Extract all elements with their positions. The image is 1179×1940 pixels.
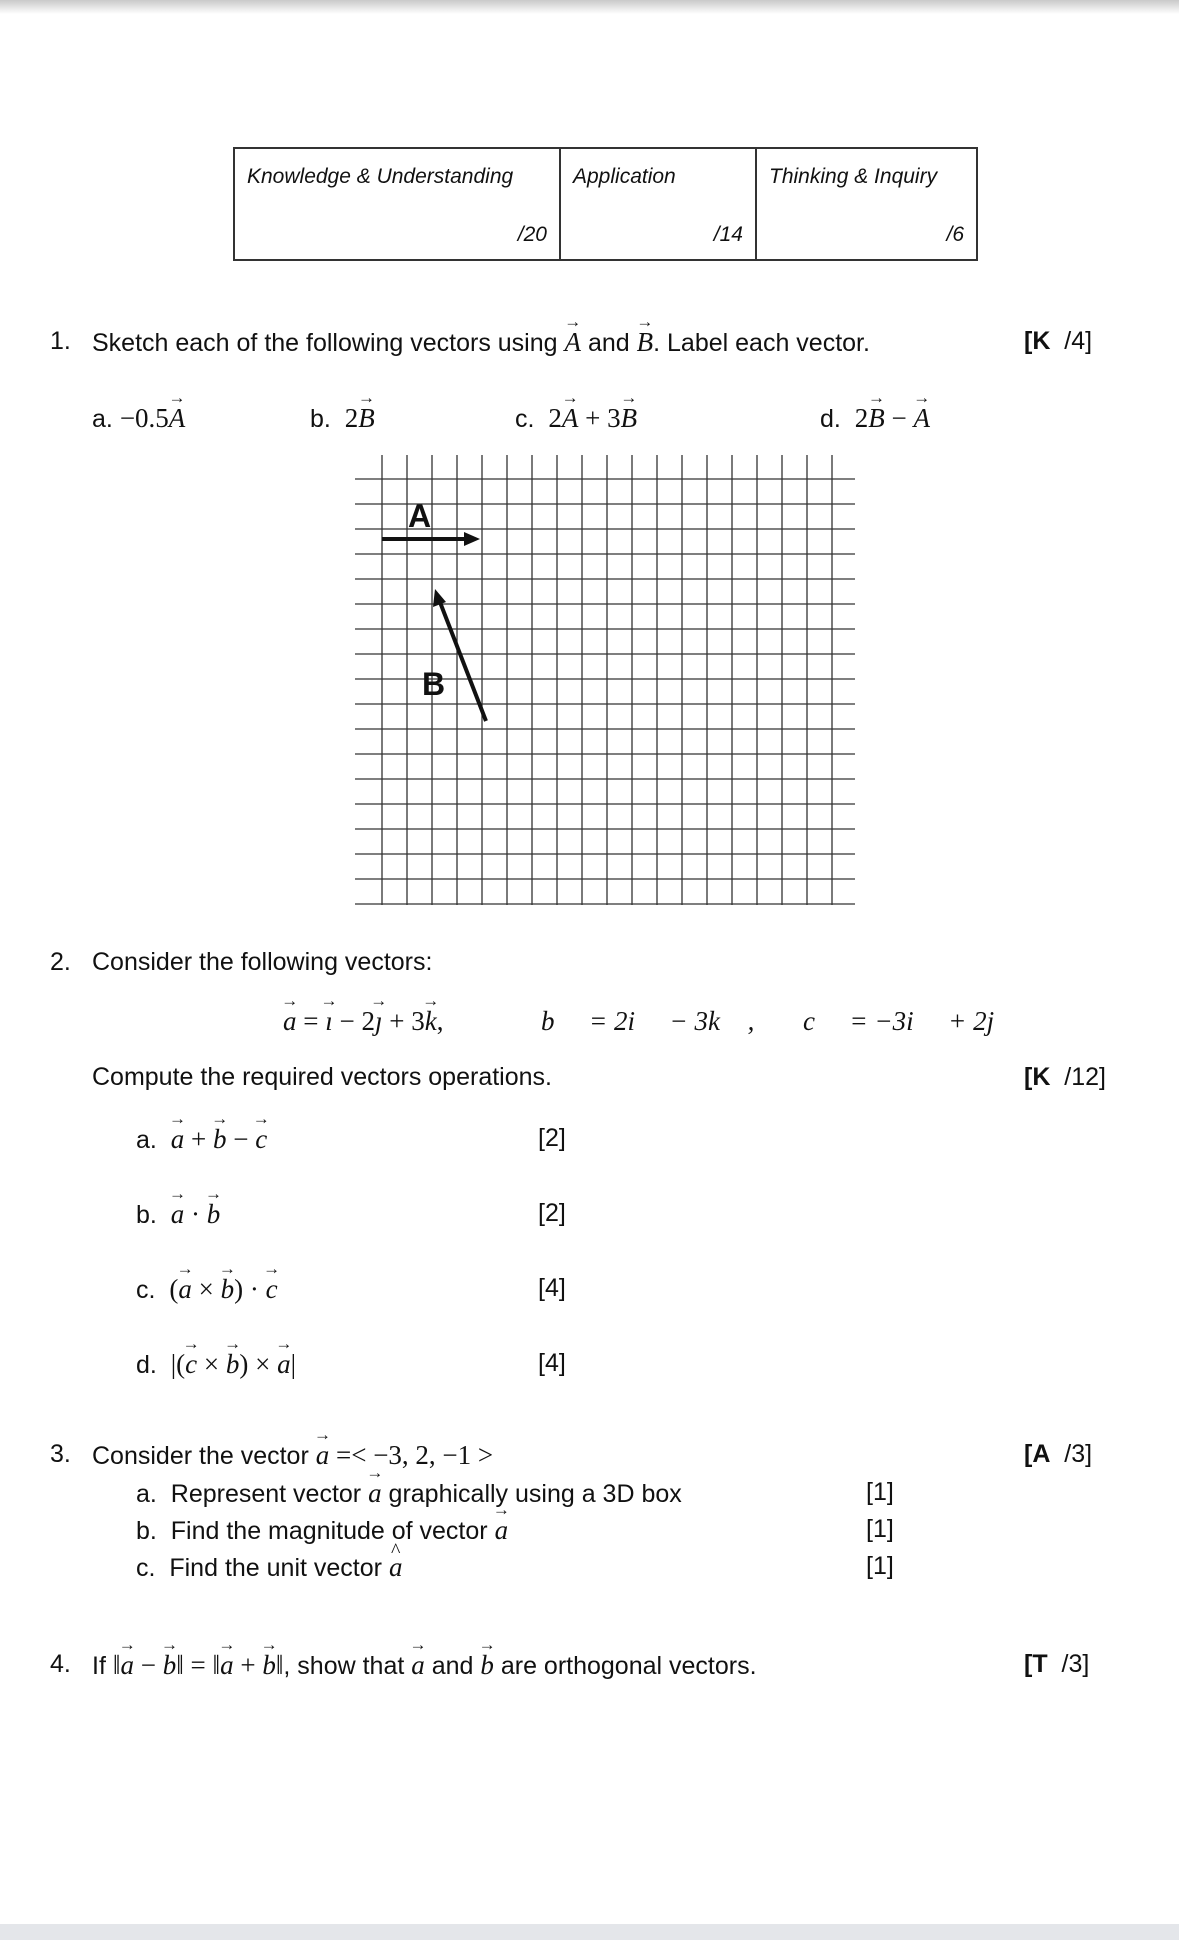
part-label: b. xyxy=(136,1517,157,1545)
comma: , xyxy=(436,1006,444,1036)
coef: 2 xyxy=(854,403,869,433)
q1-part-b xyxy=(310,403,375,434)
part-label: a. xyxy=(92,405,113,433)
part-text-post: graphically using a 3D box xyxy=(388,1480,682,1508)
q4-and: and xyxy=(431,1652,474,1680)
vector-a: → a xyxy=(316,1440,330,1471)
part-label: b. xyxy=(136,1201,157,1229)
part-text: Find the unit vector xyxy=(169,1554,382,1582)
question-3-number: 3. xyxy=(50,1440,71,1468)
expression: |(→ c × → b) × → a| xyxy=(171,1349,296,1379)
question-1-number: 1. xyxy=(50,327,71,355)
score-table xyxy=(233,147,978,261)
vector-A: → A xyxy=(914,403,931,434)
part-text: Find the magnitude of vector xyxy=(170,1517,488,1545)
part-label: b. xyxy=(310,405,331,433)
part-label: d. xyxy=(136,1351,157,1379)
compute-instruction: Compute the required vectors operations. xyxy=(92,1063,552,1091)
q2-part-a-marks: [2] xyxy=(538,1124,566,1152)
vector-a: → a xyxy=(368,1478,382,1509)
part-label: c. xyxy=(515,405,535,433)
part-label: a. xyxy=(136,1480,157,1508)
part-label: c. xyxy=(136,1276,156,1304)
mark-category: [A xyxy=(1024,1440,1051,1468)
expression: → a · → b xyxy=(171,1199,221,1229)
q1-part-a xyxy=(92,403,185,434)
mark-category: [K xyxy=(1024,1063,1051,1091)
q4-if: If xyxy=(92,1652,106,1680)
q3-part-b xyxy=(136,1515,508,1546)
bottom-edge-bar xyxy=(0,1924,1179,1940)
coef: −0.5 xyxy=(119,403,169,433)
vector-A: → A xyxy=(565,327,582,358)
operator: + 3 xyxy=(578,403,621,433)
q3-part-a xyxy=(136,1478,682,1509)
q2-part-d xyxy=(136,1349,296,1380)
score-category: Thinking & Inquiry xyxy=(769,165,938,188)
operator: − xyxy=(884,403,914,433)
q1-text-post: . Label each vector. xyxy=(653,329,870,357)
question-4-text xyxy=(92,1650,757,1681)
q2-part-d-marks: [4] xyxy=(538,1349,566,1377)
unit-i: → ı xyxy=(325,1006,333,1037)
score-max: /20 xyxy=(517,223,547,246)
grid-label-A: A xyxy=(408,498,432,534)
mark-value: /3] xyxy=(1061,1650,1090,1678)
part-label: d. xyxy=(820,405,841,433)
question-1-text xyxy=(92,327,870,358)
vector-B: → B xyxy=(637,327,654,358)
unit-vector-a-hat: ^ a xyxy=(389,1552,403,1583)
question-3-text xyxy=(92,1440,493,1471)
coef: 2 xyxy=(548,403,562,433)
mark-value: /3] xyxy=(1064,1440,1093,1468)
q2-part-b xyxy=(136,1199,220,1230)
vector-a: → a xyxy=(495,1515,509,1546)
vector-c-definition: c ⃗ = −3i ⃗ + 2j ⃗ xyxy=(803,1006,1022,1036)
q3-part-c xyxy=(136,1552,402,1583)
mark-value: /12] xyxy=(1064,1063,1106,1091)
vector-B: → B xyxy=(868,403,885,434)
q4-tail: are orthogonal vectors. xyxy=(500,1652,757,1680)
q1-part-d xyxy=(820,403,930,434)
question-4-number: 4. xyxy=(50,1650,71,1678)
top-edge-shadow xyxy=(0,0,1179,14)
q2-part-b-marks: [2] xyxy=(538,1199,566,1227)
expression: (→ a × → b) · → c xyxy=(169,1274,277,1304)
vector-B: → B xyxy=(358,403,375,434)
vector-grid xyxy=(350,455,860,905)
q2-part-a xyxy=(136,1124,267,1155)
q3-part-b-marks: [1] xyxy=(866,1515,894,1543)
mark-category: [K xyxy=(1024,327,1051,355)
q4-show: , show that xyxy=(283,1652,405,1680)
q1-text-pre: Sketch each of the following vectors using xyxy=(92,329,558,357)
vector-b-definition: b ⃗ = 2i ⃗ − 3k ⃗, xyxy=(541,1006,755,1036)
vector-A-arrow xyxy=(382,532,480,546)
q2-part-c-marks: [4] xyxy=(538,1274,566,1302)
score-max: /6 xyxy=(946,223,964,246)
vector-A: → A xyxy=(169,403,186,434)
expression: → a + → b − → c xyxy=(171,1124,267,1154)
vector-a-definition xyxy=(283,1006,443,1037)
q3-text: Consider the vector xyxy=(92,1442,309,1470)
unit-k: → k xyxy=(425,1006,437,1037)
q1-and: and xyxy=(587,329,630,357)
question-2-marks xyxy=(1024,1063,1106,1092)
mark-category: [T xyxy=(1024,1650,1048,1678)
question-2-number: 2. xyxy=(50,948,71,976)
score-cell-thinking xyxy=(756,148,977,260)
term: − 2 xyxy=(332,1006,375,1036)
vector-B: → B xyxy=(621,403,638,434)
score-cell-knowledge xyxy=(234,148,560,260)
question-2-intro: Consider the following vectors: xyxy=(92,948,433,976)
vector-A: → A xyxy=(562,403,579,434)
equals: = xyxy=(296,1006,326,1036)
mark-value: /4] xyxy=(1064,327,1093,355)
q2-part-c xyxy=(136,1274,278,1305)
score-cell-application xyxy=(560,148,756,260)
coef: 2 xyxy=(344,403,359,433)
q3-part-c-marks: [1] xyxy=(866,1552,894,1580)
part-label: c. xyxy=(136,1554,156,1582)
vector-a: → a xyxy=(283,1006,297,1037)
q3-part-a-marks: [1] xyxy=(866,1478,894,1506)
question-3-marks xyxy=(1024,1440,1092,1469)
question-4-marks xyxy=(1024,1650,1089,1679)
part-text: Represent vector xyxy=(170,1480,362,1508)
question-1-marks xyxy=(1024,327,1092,356)
score-category: Application xyxy=(573,165,676,188)
grid-label-B: B xyxy=(422,666,446,702)
score-category: Knowledge & Understanding xyxy=(247,165,514,188)
vector-a: → a xyxy=(411,1650,425,1681)
unit-j: → ȷ xyxy=(375,1006,383,1037)
norm-equation: ‖→ a − → b‖ = ‖→ a + → b‖ xyxy=(113,1650,284,1680)
vector-b: → b xyxy=(480,1650,494,1681)
score-max: /14 xyxy=(713,223,743,246)
vector-value: =< −3, 2, −1 > xyxy=(329,1440,494,1470)
part-label: a. xyxy=(136,1126,157,1154)
term: + 3 xyxy=(382,1006,425,1036)
q1-part-c xyxy=(515,403,637,434)
